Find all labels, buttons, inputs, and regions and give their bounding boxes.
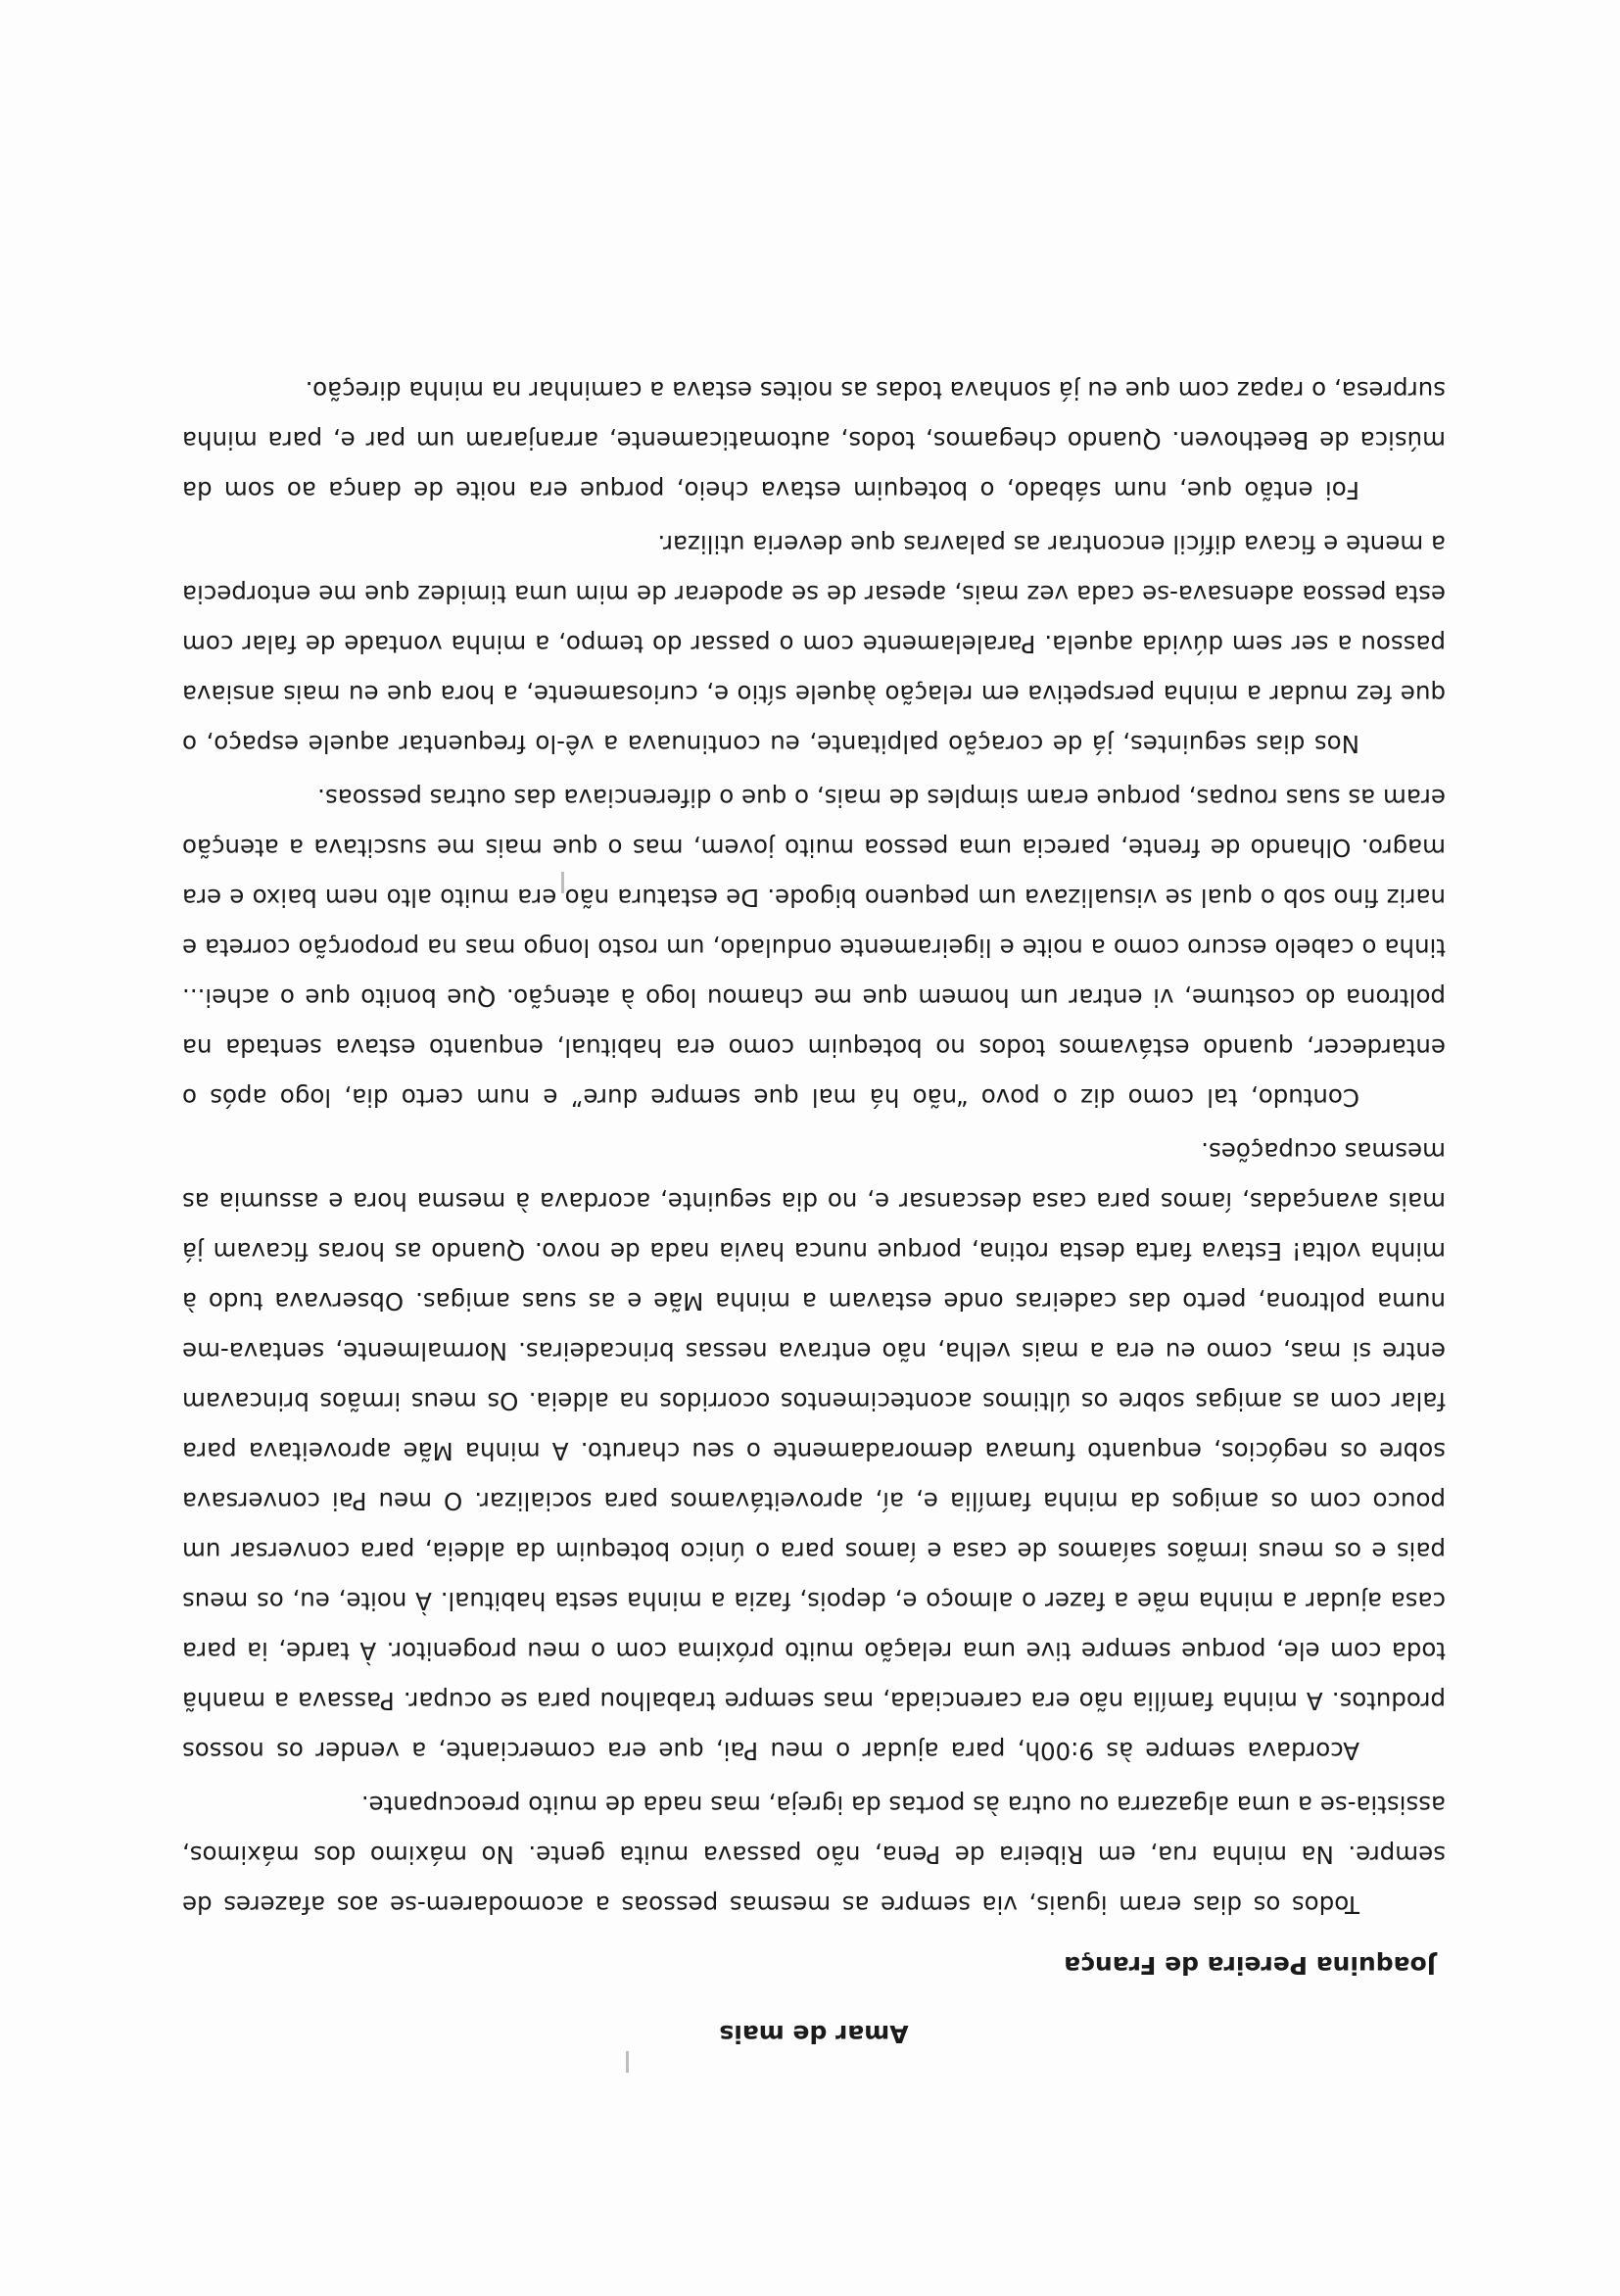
paragraph-3: Contudo, tal como diz o povo “não há mal que sempre dure” e num certo dia, logo após o entardecer, quando estávamos todos no botequim como era habitual, enquanto estava sentada na poltrona do costume, vi entrar um homem que me chamou logo à atenção. Que bonito que o achei... tinha o cabelo escuro como a noite e ligeiramente ondulado, um rosto longo mas na proporção correta e nariz fino sob o qual se visualizava um pequeno bigode. De estatura não era muito alto nem baixo e era magro. Olhando de frente, parecia uma pessoa muito jovem, mas o que mais me suscitava a atenção eram as suas roupas, porque eram simples de mais, o que o diferenciava das outras pessoas. [182,784,1446,1112]
paragraph-5: Foi então que, num sábado, o botequim estava cheio, porque era noite de dança ao som da música de Beethoven. Quando chegamos, todos, automaticamente, arranjaram um par e, para minha surpresa, o rapaz com que eu já sonhava todas as noites estava a caminhar na minha direção. [182,376,1446,504]
paragraph-1: Todos os dias eram iguais, via sempre as mesmas pessoas a acomodarem-se aos afazeres de sempre. Na minha rua, em Ribeira de Pena, não passava muita gente. No máximo dos máximos, assistia-se a uma algazarra ou outra às portas da igreja, mas nada de muito preocupante. [182,1791,1446,1919]
scan-speck [626,2051,629,2073]
paragraph-4: Nos dias seguintes, já de coração palpitante, eu continuava a vê-lo frequentar aquele espaço, o que fez mudar a minha perspetiva em relação àquele sítio e, curiosamente, a hora que eu mais ansiava passou a ser sem dúvida aquela. Paralelamente com o passar do tempo, a minha vontade de falar com esta pessoa adensava-se cada vez mais, apesar de se apoderar de mim uma timidez que me entorpecia a mente e ficava difícil encontrar as palavras que deveria utilizar. [182,530,1446,758]
document-author: Joaquina Pereira de França [1064,1951,1436,1980]
document-title: Amar de mais [719,2020,909,2048]
document-body [182,361,1446,2053]
paragraph-2: Acordava sempre às 9:00h, para ajudar o meu Pai, que era comerciante, a vender os nossos produtos. A minha família não era carenciada, mas sempre trabalhou para se ocupar. Passava a manhã toda com ele, porque sempre tive uma relação muito próxima com o meu progenitor. À tarde, ia para casa ajudar a minha mãe a fazer o almoço e, depois, fazia a minha sesta habitual. À noite, eu, os meus pais e os meus irmãos saíamos de casa e íamos para o único botequim da aldeia, para conversar um pouco com os amigos da minha família e, aí, aproveitávamos para socializar. O meu Pai conversava sobre os negócios, enquanto fumava demoradamente o seu charuto. A minha Mãe aproveitava para falar com as amigas sobre os últimos acontecimentos ocorridos na aldeia. Os meus irmãos brincavam entre si mas, como eu era a mais velha, não entrava nessas brincadeiras. Normalmente, sentava-me numa poltrona, perto das cadeiras onde estavam a minha Mãe e as suas amigas. Observava tudo à minha volta! Estava farta desta rotina, porque nunca havia nada de novo. Quando as horas ficavam já mais avançadas, íamos para casa descansar e, no dia seguinte, acordava à mesma hora e assumia as mesmas ocupações. [182,1137,1446,1765]
